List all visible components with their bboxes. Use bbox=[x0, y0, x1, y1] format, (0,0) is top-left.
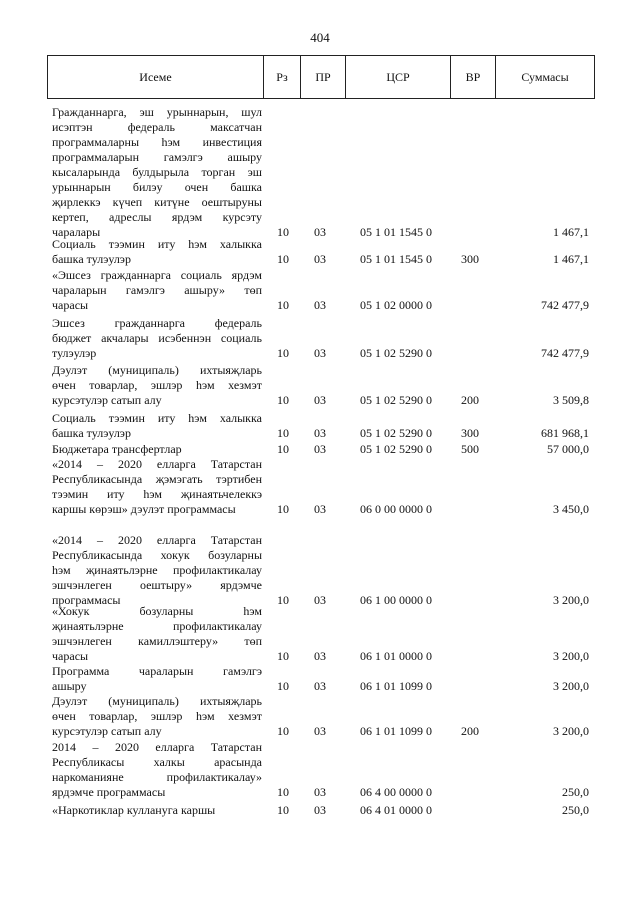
row-pr: 03 bbox=[314, 298, 326, 312]
row-csr: 05 1 02 5290 0 bbox=[360, 426, 432, 440]
row-rz: 10 bbox=[277, 426, 289, 440]
row-rz: 10 bbox=[277, 393, 289, 407]
row-name-line: Социаль тээмин иту hэм халыкка bbox=[52, 237, 262, 251]
row-name-line: hэм җинаятьлэрне профилактикалау bbox=[52, 563, 262, 577]
row-name bbox=[52, 533, 262, 608]
row-name-line: «Эшсез гражданнарга социаль ярдэм bbox=[52, 268, 262, 282]
row-name-line: «Наркотиклар куллануга каршы bbox=[52, 803, 216, 817]
row-rz: 10 bbox=[277, 298, 289, 312]
row-name-line: башка тулэулэр bbox=[52, 426, 131, 440]
header-pr: ПР bbox=[301, 56, 346, 98]
row-rz: 10 bbox=[277, 803, 289, 817]
table-header bbox=[47, 55, 595, 99]
row-sum: 250,0 bbox=[562, 785, 589, 799]
row-sum: 3 509,8 bbox=[553, 393, 589, 407]
row-name bbox=[52, 664, 262, 694]
row-vr: 200 bbox=[461, 393, 479, 407]
row-name-line: Дэулэт (муниципаль) ихтыяҗларь bbox=[52, 694, 262, 708]
row-name-line: программаларны hэм инвестиция bbox=[52, 135, 262, 149]
row-name-line: «Хокук бозуларны hэм bbox=[52, 604, 262, 618]
row-name-line: Республикасында җэмэгать тэртибен bbox=[52, 472, 262, 486]
row-name-line: эшчэнлеген камиллэштеру» төп bbox=[52, 634, 262, 648]
row-pr: 03 bbox=[314, 803, 326, 817]
row-name-line: курсэтулэр сатып алу bbox=[52, 724, 162, 738]
row-name bbox=[52, 268, 262, 313]
row-sum: 742 477,9 bbox=[541, 298, 589, 312]
row-name-line: башка тулэулэр bbox=[52, 252, 131, 266]
row-name-line: кертеп, адреслы ярдэм курсэту bbox=[52, 210, 262, 224]
row-rz: 10 bbox=[277, 346, 289, 360]
row-name-line: «2014 – 2020 елларга Татарстан bbox=[52, 533, 262, 547]
row-pr: 03 bbox=[314, 724, 326, 738]
row-csr: 05 1 01 1545 0 bbox=[360, 225, 432, 239]
row-pr: 03 bbox=[314, 679, 326, 693]
row-vr: 500 bbox=[461, 442, 479, 456]
row-csr: 05 1 01 1545 0 bbox=[360, 252, 432, 266]
row-pr: 03 bbox=[314, 225, 326, 239]
row-pr: 03 bbox=[314, 252, 326, 266]
row-csr: 06 1 01 1099 0 bbox=[360, 724, 432, 738]
row-csr: 06 1 01 0000 0 bbox=[360, 649, 432, 663]
row-csr: 05 1 02 5290 0 bbox=[360, 393, 432, 407]
row-name-line: Республикасы халкы арасында bbox=[52, 755, 262, 769]
row-sum: 250,0 bbox=[562, 803, 589, 817]
row-vr: 300 bbox=[461, 426, 479, 440]
row-name-line: тулэулэр bbox=[52, 346, 97, 360]
row-sum: 3 200,0 bbox=[553, 724, 589, 738]
row-name-line: өчен товарлар, эшлэр hэм хезмэт bbox=[52, 709, 262, 723]
row-pr: 03 bbox=[314, 649, 326, 663]
row-name-line: Бюджетара трансфертлар bbox=[52, 442, 182, 456]
row-name-line: ярдэмче программасы bbox=[52, 785, 166, 799]
row-csr: 06 4 00 0000 0 bbox=[360, 785, 432, 799]
row-name-line: тээмин иту hэм җинаятьчелеккэ bbox=[52, 487, 262, 501]
row-rz: 10 bbox=[277, 502, 289, 516]
row-name bbox=[52, 803, 262, 818]
row-name-line: җирлеккэ күчеп китүне оештыруны bbox=[52, 195, 262, 209]
page-number: 404 bbox=[310, 30, 330, 45]
row-pr: 03 bbox=[314, 442, 326, 456]
row-rz: 10 bbox=[277, 785, 289, 799]
row-csr: 06 1 01 1099 0 bbox=[360, 679, 432, 693]
row-rz: 10 bbox=[277, 679, 289, 693]
row-name bbox=[52, 411, 262, 441]
row-name-line: Дэулэт (муниципаль) ихтыяҗларь bbox=[52, 363, 262, 377]
row-name-line: наркоманияне профилактикалау» bbox=[52, 770, 262, 784]
row-sum: 3 200,0 bbox=[553, 649, 589, 663]
row-name-line: җинаятьлэрне профилактикалау bbox=[52, 619, 262, 633]
row-name bbox=[52, 237, 262, 267]
row-name-line: Гражданнарга, эш урыннарын, шул bbox=[52, 105, 262, 119]
row-sum: 742 477,9 bbox=[541, 346, 589, 360]
row-name-line: каршы көрэш» дэулэт программасы bbox=[52, 502, 236, 516]
row-name-line: чараларын гамэлгэ ашыру» төп bbox=[52, 283, 262, 297]
row-name-line: эшчэнлеген оештыру» ярдэмче bbox=[52, 578, 262, 592]
row-vr: 300 bbox=[461, 252, 479, 266]
row-sum: 3 450,0 bbox=[553, 502, 589, 516]
row-name bbox=[52, 457, 262, 517]
row-sum: 3 200,0 bbox=[553, 679, 589, 693]
row-name-line: чарасы bbox=[52, 649, 89, 663]
row-csr: 05 1 02 0000 0 bbox=[360, 298, 432, 312]
row-vr: 200 bbox=[461, 724, 479, 738]
header-rz: Рз bbox=[264, 56, 301, 98]
row-rz: 10 bbox=[277, 225, 289, 239]
row-name bbox=[52, 694, 262, 739]
row-name-line: өчен товарлар, эшлэр hэм хезмэт bbox=[52, 378, 262, 392]
row-rz: 10 bbox=[277, 593, 289, 607]
row-name-line: 2014 – 2020 елларга Татарстан bbox=[52, 740, 262, 754]
row-name-line: курсэтулэр сатып алу bbox=[52, 393, 162, 407]
row-sum: 3 200,0 bbox=[553, 593, 589, 607]
row-name-line: программасы bbox=[52, 593, 121, 607]
row-name bbox=[52, 604, 262, 664]
row-name-line: кысаларында булдырыла торган эш bbox=[52, 165, 262, 179]
row-rz: 10 bbox=[277, 724, 289, 738]
row-name bbox=[52, 363, 262, 408]
row-name bbox=[52, 105, 262, 240]
header-sum: Суммасы bbox=[521, 69, 569, 84]
row-csr: 06 4 01 0000 0 bbox=[360, 803, 432, 817]
header-vr: ВР bbox=[451, 56, 496, 98]
row-name-line: Эшсез гражданнарга федераль bbox=[52, 316, 262, 330]
row-name bbox=[52, 316, 262, 361]
row-name bbox=[52, 442, 262, 457]
row-name-line: Республикасында хокук бозуларны bbox=[52, 548, 262, 562]
row-rz: 10 bbox=[277, 442, 289, 456]
row-pr: 03 bbox=[314, 393, 326, 407]
row-name-line: чарасы bbox=[52, 298, 89, 312]
row-csr: 06 1 00 0000 0 bbox=[360, 593, 432, 607]
row-pr: 03 bbox=[314, 426, 326, 440]
row-pr: 03 bbox=[314, 502, 326, 516]
row-name-line: «2014 – 2020 елларга Татарстан bbox=[52, 457, 262, 471]
row-sum: 1 467,1 bbox=[553, 252, 589, 266]
row-rz: 10 bbox=[277, 649, 289, 663]
row-pr: 03 bbox=[314, 593, 326, 607]
row-rz: 10 bbox=[277, 252, 289, 266]
header-name: Исеме bbox=[48, 56, 264, 98]
row-name-line: исэптэн федераль максатчан bbox=[52, 120, 262, 134]
row-sum: 57 000,0 bbox=[547, 442, 589, 456]
row-name-line: ашыру bbox=[52, 679, 87, 693]
row-pr: 03 bbox=[314, 785, 326, 799]
row-name-line: Программа чараларын гамэлгэ bbox=[52, 664, 262, 678]
row-name bbox=[52, 740, 262, 800]
row-name-line: программаларын гамэлгэ ашыру bbox=[52, 150, 262, 164]
row-name-line: бюджет акчалары исэбеннэн социаль bbox=[52, 331, 262, 345]
row-csr: 06 0 00 0000 0 bbox=[360, 502, 432, 516]
row-name-line: Социаль тээмин иту hэм халыкка bbox=[52, 411, 262, 425]
header-csr: ЦСР bbox=[346, 56, 451, 98]
row-csr: 05 1 02 5290 0 bbox=[360, 346, 432, 360]
row-sum: 1 467,1 bbox=[553, 225, 589, 239]
row-pr: 03 bbox=[314, 346, 326, 360]
row-csr: 05 1 02 5290 0 bbox=[360, 442, 432, 456]
row-name-line: урыннарын билэу очен башка bbox=[52, 180, 262, 194]
row-name-line: чаралары bbox=[52, 225, 101, 239]
row-sum: 681 968,1 bbox=[541, 426, 589, 440]
